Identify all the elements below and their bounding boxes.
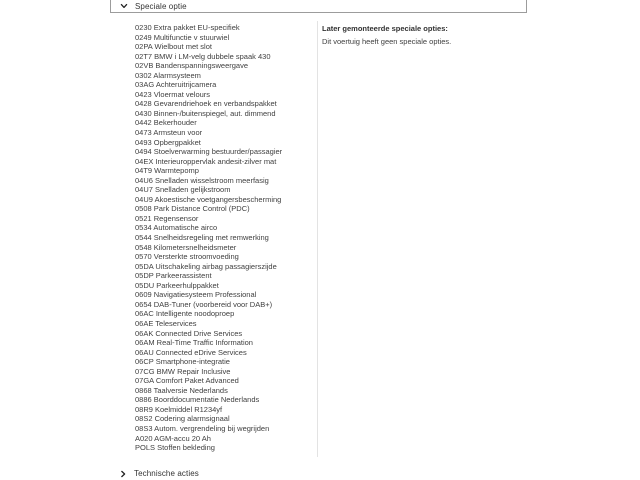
option-item: 0534 Automatische airco xyxy=(135,223,218,233)
option-item: 0570 Versterkte stroomvoeding xyxy=(135,252,239,262)
option-item: 06AK Connected Drive Services xyxy=(135,328,243,338)
section-title-technische-acties: Technische acties xyxy=(134,469,199,478)
accordion-technische-acties[interactable] xyxy=(110,469,199,478)
retrofit-options-text: Dit voertuig heeft geen speciale opties. xyxy=(322,36,452,46)
option-item: 03AG Achteruitrijcamera xyxy=(135,80,217,90)
option-item: 06CP Smartphone-integratie xyxy=(135,357,230,367)
option-item: 0886 Boorddocumentatie Nederlands xyxy=(135,395,260,405)
option-item: 02T7 BMW i LM-velg dubbele spaak 430 xyxy=(135,51,271,61)
retrofit-options-heading: Later gemonteerde speciale opties: xyxy=(322,24,448,33)
option-item: 06AC Intelligente noodoproep xyxy=(135,309,235,319)
option-item: 06AE Teleservices xyxy=(135,318,197,328)
option-item: 07GA Comfort Paket Advanced xyxy=(135,376,239,386)
option-item: 06AU Connected eDrive Services xyxy=(135,347,247,357)
option-item: 04U9 Akoestische voetgangersbescherming xyxy=(135,194,282,204)
option-item: 04EX Interieuroppervlak andesit-zilver mat xyxy=(135,156,277,166)
option-item: 0868 Taalversie Nederlands xyxy=(135,385,228,395)
option-item: 06AM Real-Time Traffic Information xyxy=(135,338,253,348)
option-item: 07CG BMW Repair Inclusive xyxy=(135,366,231,376)
option-item: 05DP Parkeerassistent xyxy=(135,271,212,281)
option-item: 0521 Regensensor xyxy=(135,213,199,223)
column-divider xyxy=(317,21,318,457)
option-item: 0548 Kilometersnelheidsmeter xyxy=(135,242,237,252)
retrofit-options-panel xyxy=(322,24,522,46)
chevron-down-icon xyxy=(120,2,128,10)
option-item: 02VB Bandenspanningsweergave xyxy=(135,61,249,71)
option-item: 0609 Navigatiesysteem Professional xyxy=(135,290,257,300)
section-title-speciale-optie: Speciale optie xyxy=(135,1,187,11)
option-item: 0654 DAB-Tuner (voorbereid voor DAB+) xyxy=(135,299,273,309)
option-item: 08S3 Autom. vergrendeling bij wegrijden xyxy=(135,423,270,433)
accordion-speciale-optie[interactable] xyxy=(110,0,527,13)
option-item: POLS Stoffen bekleding xyxy=(135,443,215,453)
option-item: 0493 Opbergpakket xyxy=(135,137,201,147)
option-item: 0508 Park Distance Control (PDC) xyxy=(135,204,250,214)
option-item: 0423 Vloermat velours xyxy=(135,89,211,99)
option-item: 0430 Binnen-/buitenspiegel, aut. dimmend xyxy=(135,108,276,118)
option-item: 02PA Wielbout met slot xyxy=(135,42,212,52)
option-item: 04U7 Snelladen gelijkstroom xyxy=(135,185,231,195)
option-item: 08S2 Codering alarmsignaal xyxy=(135,414,230,424)
option-item: 04U6 Snelladen wisselstroom meerfasig xyxy=(135,175,269,185)
option-item: 0428 Gevarendriehoek en verbandspakket xyxy=(135,99,277,109)
option-item: A020 AGM-accu 20 Ah xyxy=(135,433,211,443)
option-item: 0442 Bekerhouder xyxy=(135,118,197,128)
option-item: 0544 Snelheidsregeling met remwerking xyxy=(135,233,269,243)
option-item: 0494 Stoelverwarming bestuurder/passagier xyxy=(135,147,283,157)
option-item: 0473 Armsteun voor xyxy=(135,128,203,138)
option-item: 05DA Uitschakeling airbag passagierszijde xyxy=(135,261,277,271)
chevron-right-icon xyxy=(119,470,127,478)
special-options-list xyxy=(135,23,282,453)
option-item: 08R9 Koelmiddel R1234yf xyxy=(135,404,223,414)
option-item: 0230 Extra pakket EU-specifiek xyxy=(135,23,240,32)
option-item: 05DU Parkeerhulppakket xyxy=(135,280,219,290)
option-item: 0249 Multifunctie v stuurwiel xyxy=(135,32,230,42)
option-item: 04T9 Warmtepomp xyxy=(135,166,199,176)
option-item: 0302 Alarmsysteem xyxy=(135,70,201,80)
